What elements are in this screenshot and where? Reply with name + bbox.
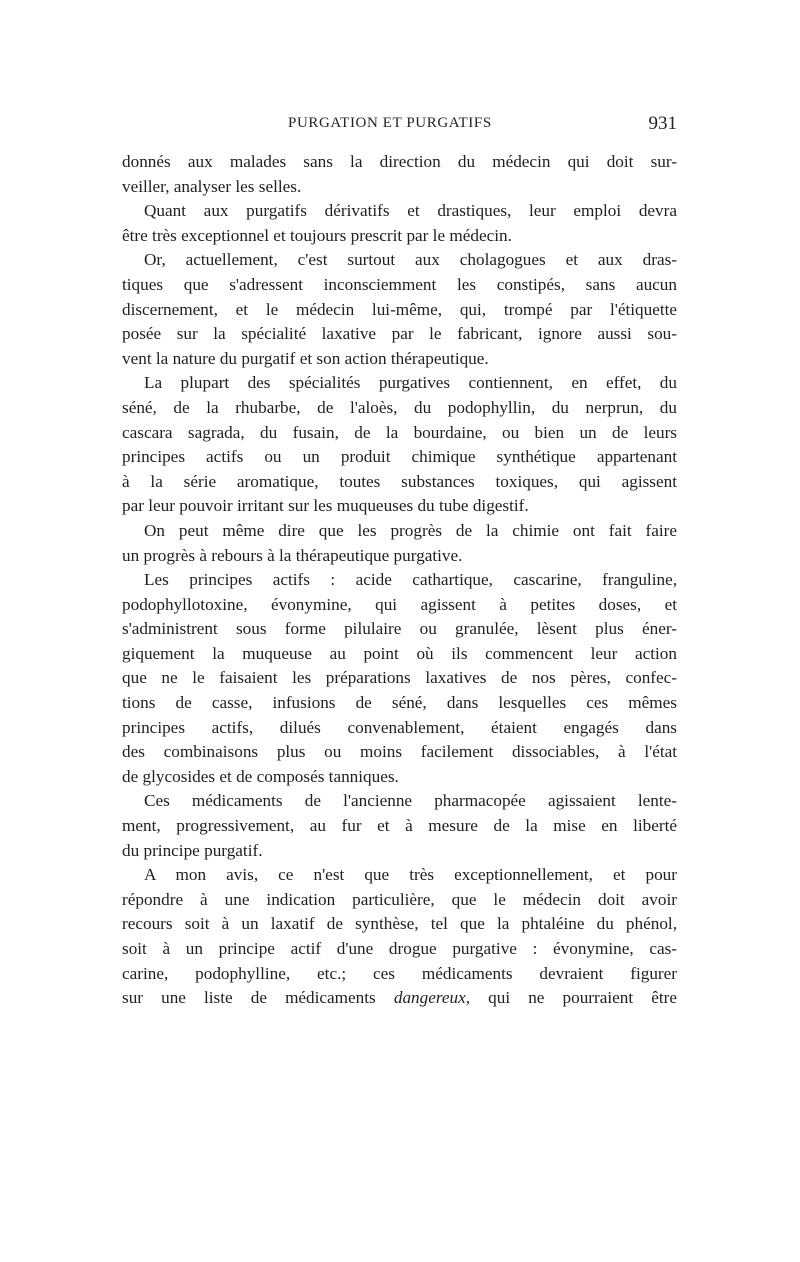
- text-line: s'administrent sous forme pilulaire ou granulée, lèsent plus éner-: [122, 619, 677, 639]
- text-line: être très exceptionnel et toujours prescrit par le médecin.: [122, 225, 512, 245]
- text-line: à la série aromatique, toutes substances toxiques, qui agissent: [122, 471, 677, 491]
- paragraph-first-line: Ces médicaments de l'ancienne pharmacopée agissaient lente-: [144, 791, 677, 811]
- text-line: des combinaisons plus ou moins facilement dissociables, à l'état: [122, 742, 677, 762]
- italic-word: dangereux: [393, 988, 466, 1008]
- paragraph-first-line: On peut même dire que les progrès de la chimie ont fait faire: [144, 520, 677, 540]
- paragraph-first-line: La plupart des spécialités purgatives contiennent, en effet, du: [144, 373, 677, 393]
- text-line: posée sur la spécialité laxative par le fabricant, ignore aussi sou-: [122, 324, 677, 344]
- text-line: que ne le faisaient les préparations laxatives de nos pères, confec-: [122, 668, 677, 688]
- text-line: de glycosides et de composés tanniques.: [122, 766, 399, 786]
- text-line: donnés aux malades sans la direction du médecin qui doit sur-: [122, 152, 677, 171]
- text-line: séné, de la rhubarbe, de l'aloès, du podophyllin, du nerprun, du: [122, 397, 677, 417]
- last-line-end: , qui ne pourraient être: [465, 988, 677, 1008]
- last-line-start: sur une liste de médicaments: [122, 988, 394, 1008]
- text-line: tions de casse, infusions de séné, dans lesquelles ces mêmes: [122, 693, 677, 713]
- text-line: podophyllotoxine, évonymine, qui agissent à petites doses, et: [122, 594, 677, 614]
- text-line: recours soit à un laxatif de synthèse, tel que la phtaléine du phénol,: [122, 914, 677, 934]
- text-line: carine, podophylline, etc.; ces médicaments devraient figurer: [122, 963, 677, 983]
- text-line: du principe purgatif.: [122, 840, 263, 860]
- text-line: ment, progressivement, au fur et à mesure de la mise en liberté: [122, 816, 677, 836]
- text-line: vent la nature du purgatif et son action thérapeutique.: [122, 348, 489, 368]
- paragraph-first-line: Les principes actifs : acide cathartique, cascarine, franguline,: [144, 570, 677, 590]
- text-line: répondre à une indication particulière, que le médecin doit avoir: [122, 889, 677, 909]
- paragraph-first-line: A mon avis, ce n'est que très exceptionnellement, et pour: [144, 865, 677, 885]
- text-line: discernement, et le médecin lui-même, qui, trompé par l'étiquette: [122, 299, 677, 319]
- text-line: veiller, analyser les selles.: [122, 176, 302, 196]
- text-line: par leur pouvoir irritant sur les muqueuses du tube digestif.: [122, 496, 529, 516]
- text-line: un progrès à rebours à la thérapeutique purgative.: [122, 545, 463, 565]
- paragraph-first-line: Or, actuellement, c'est surtout aux cholagogues et aux dras-: [144, 250, 677, 270]
- text-line: tiques que s'adressent inconsciemment les constipés, sans aucun: [122, 274, 677, 294]
- body-text: [122, 150, 677, 1011]
- page-number: 931: [648, 113, 677, 134]
- last-text-line: [122, 986, 677, 1011]
- text-line: soit à un principe actif d'une drogue purgative : évonymine, cas-: [122, 939, 677, 958]
- running-title: PURGATION ET PURGATIFS: [288, 115, 492, 131]
- paragraph-first-line: Quant aux purgatifs dérivatifs et drastiques, leur emploi devra: [144, 201, 677, 221]
- running-header: [122, 113, 677, 139]
- text-line: principes actifs, dilués convenablement, étaient engagés dans: [122, 717, 677, 737]
- text-line: principes actifs ou un produit chimique synthétique appartenant: [122, 447, 677, 467]
- text-line: giquement la muqueuse au point où ils commencent leur action: [122, 643, 677, 663]
- text-line: cascara sagrada, du fusain, de la bourdaine, ou bien un de leurs: [122, 422, 677, 442]
